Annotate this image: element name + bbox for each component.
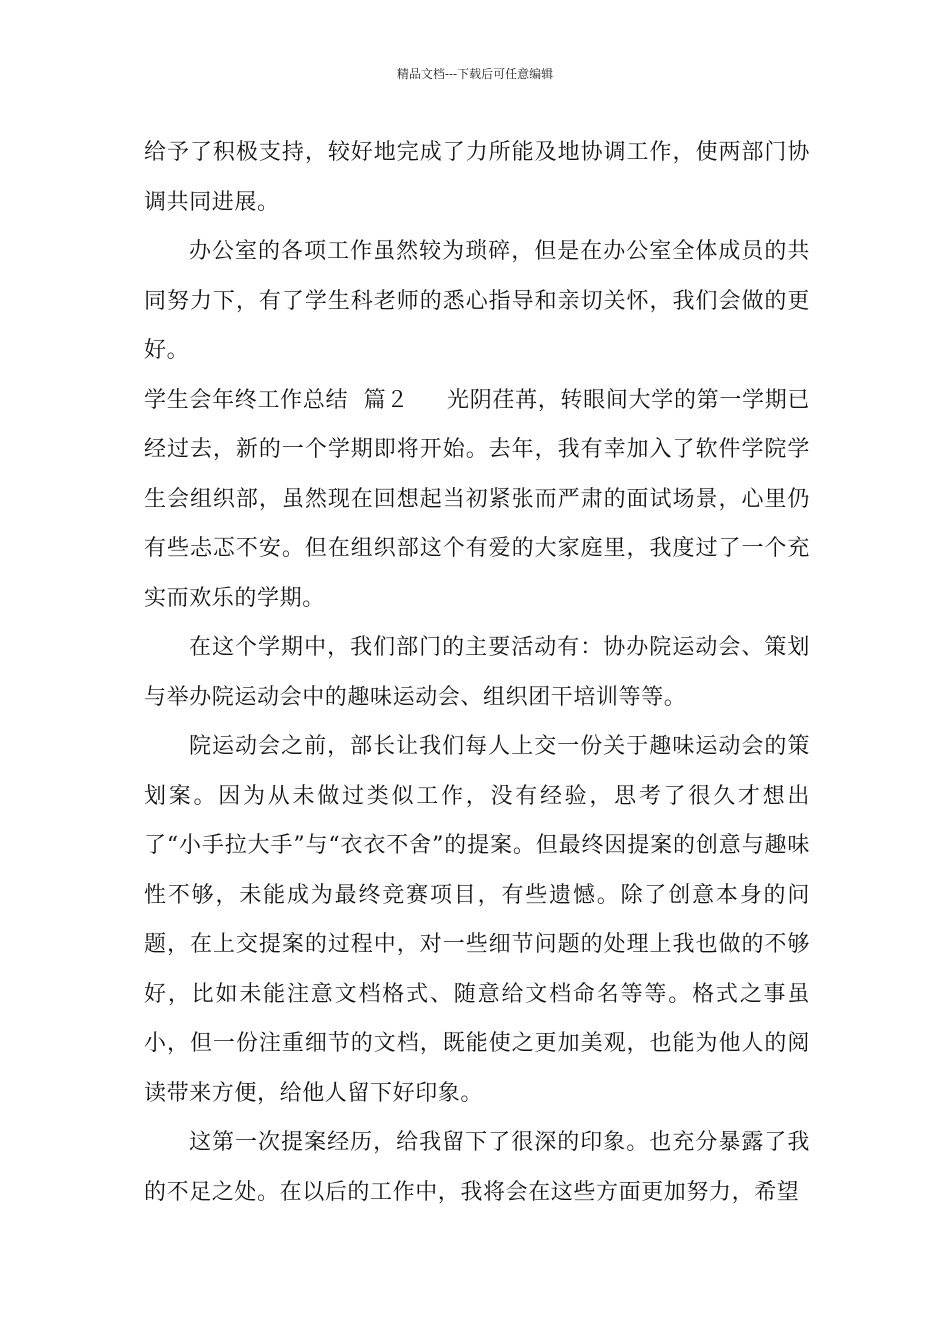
paragraph-5: 院运动会之前，部长让我们每人上交一份关于趣味运动会的策划案。因为从未做过类似工作，没有经验，思考了很久才想出了“小手拉大手”与“衣衣不舍”的提案。但最终因提案的创意与趣味性不够，未能成为最终竞赛项目，有些遗憾。除了创意本身的问题，在上交提案的过程中，对一些细节问题的处理上我也做的不够好，比如未能注意文档格式、随意给文档命名等等。格式之事虽小，但一份注重细节的文档，既能使之更加美观，也能为他人的阅读带来方便，给他人留下好印象。: [144, 734, 810, 1106]
paragraph-2: 办公室的各项工作虽然较为琐碎，但是在办公室全体成员的共同努力下，有了学生科老师的悉心指导和亲切关怀，我们会做的更好。: [144, 239, 810, 363]
paragraph-6: 这第一次提案经历，给我留下了很深的印象。也充分暴露了我的不足之处。在以后的工作中，我将会在这些方面更加努力，希望: [144, 1130, 810, 1205]
paragraph-4: 在这个学期中，我们部门的主要活动有：协办院运动会、策划与举办院运动会中的趣味运动会、组织团干培训等等。: [144, 635, 810, 710]
paragraph-3-text: 光阴荏苒，转眼间大学的第一学期已经过去，新的一个学期即将开始。去年，我有幸加入了软件学院学生会组织部，虽然现在回想起当初紧张而严肃的面试场景，心里仍有些忐忑不安。但在组织部这个有爱的大家庭里，我度过了一个充实而欢乐的学期。: [144, 387, 810, 611]
document-body: [144, 128, 810, 1217]
paragraph-3: [144, 376, 810, 624]
page-header: 精品文档---下载后可任意编辑: [396, 67, 554, 81]
section-title: 学生会年终工作总结 篇２: [144, 387, 409, 413]
paragraph-1: 给予了积极支持，较好地完成了力所能及地协调工作，使两部门协调共同进展。: [144, 140, 810, 215]
